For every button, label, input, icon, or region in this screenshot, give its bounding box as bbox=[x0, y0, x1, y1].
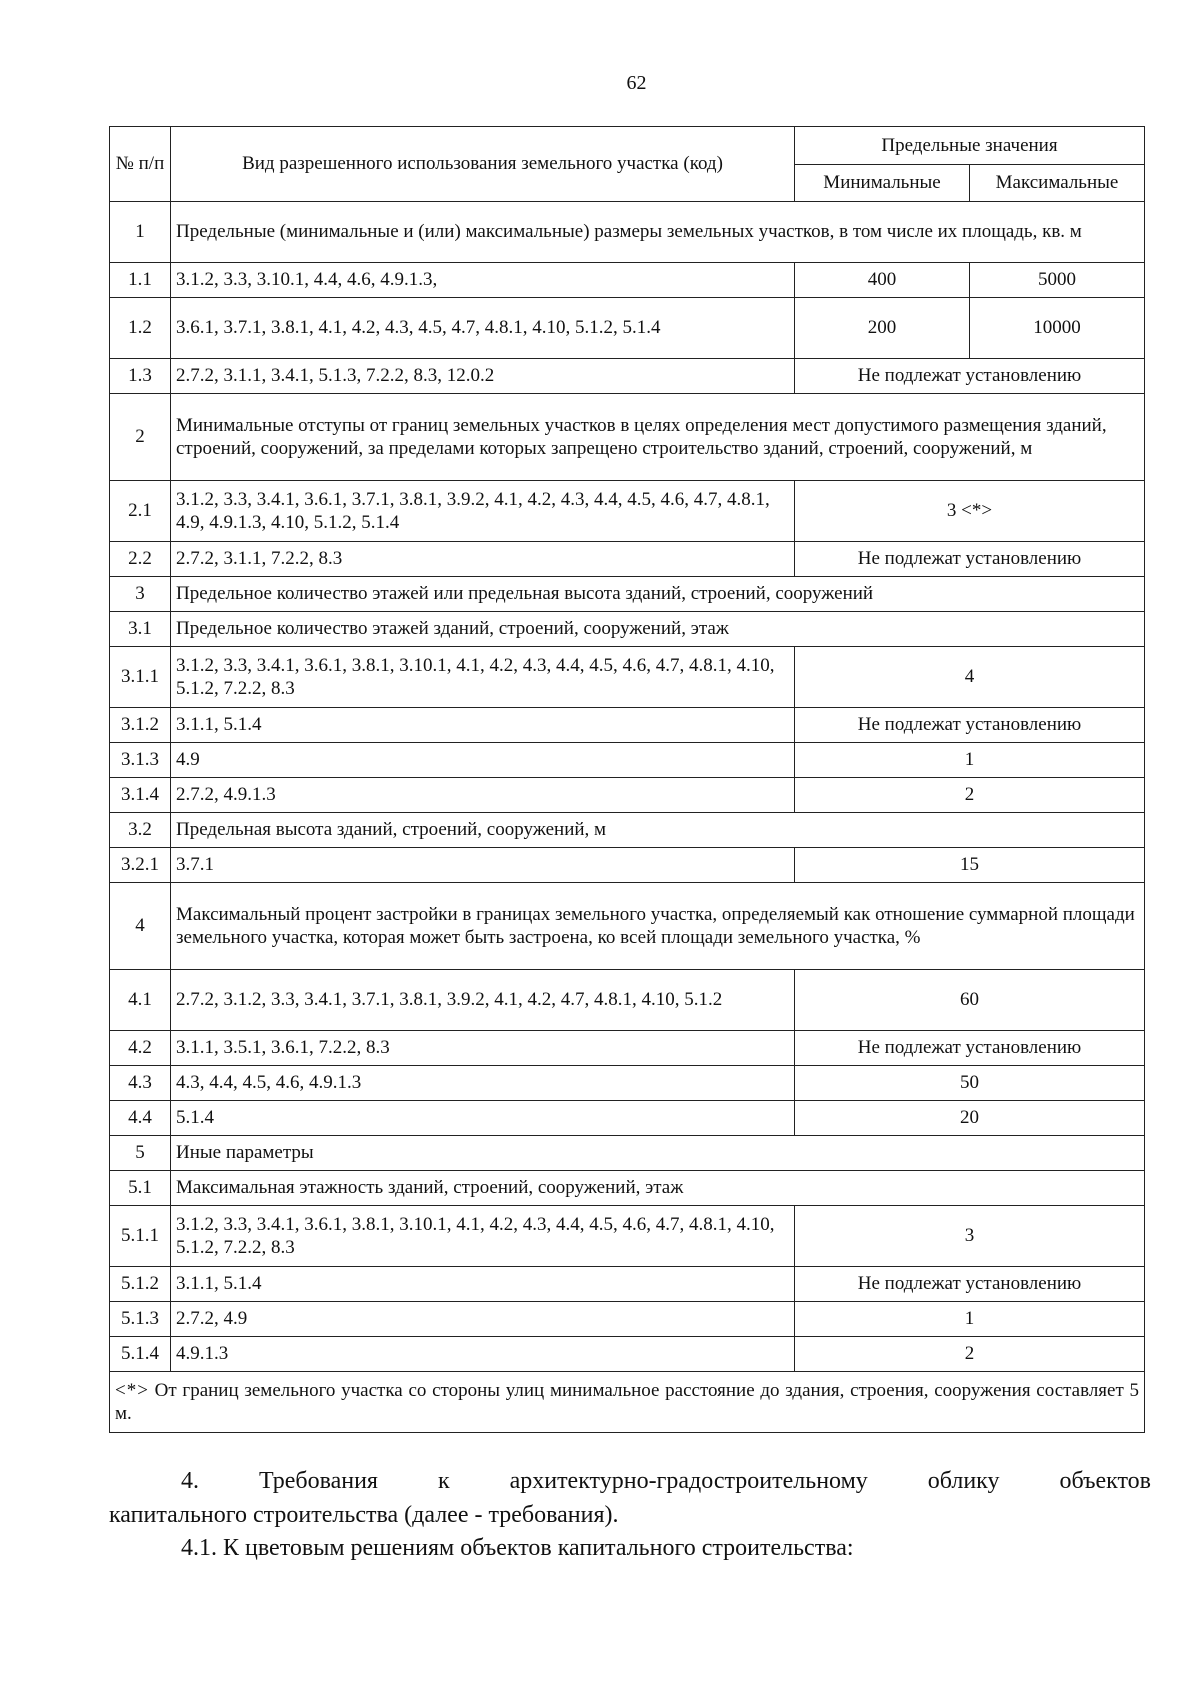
use-codes: 5.1.4 bbox=[171, 1101, 795, 1136]
table-row bbox=[110, 1302, 1145, 1337]
max-value: 10000 bbox=[970, 298, 1145, 359]
row-number: 1 bbox=[110, 202, 171, 263]
row-number: 5 bbox=[110, 1136, 171, 1171]
use-codes: 3.1.2, 3.3, 3.4.1, 3.6.1, 3.8.1, 3.10.1, 4.1, 4.2, 4.3, 4.4, 4.5, 4.6, 4.7, 4.8.1, 4.10, 5.1.2, 7.2.2, 8.3 bbox=[171, 647, 795, 708]
use-codes: 3.1.1, 5.1.4 bbox=[171, 1267, 795, 1302]
row-number: 3 bbox=[110, 577, 171, 612]
use-codes: 3.1.2, 3.3, 3.4.1, 3.6.1, 3.8.1, 3.10.1, 4.1, 4.2, 4.3, 4.4, 4.5, 4.6, 4.7, 4.8.1, 4.10, 5.1.2, 7.2.2, 8.3 bbox=[171, 1206, 795, 1267]
use-codes: 3.1.2, 3.3, 3.10.1, 4.4, 4.6, 4.9.1.3, bbox=[171, 263, 795, 298]
use-codes: 4.3, 4.4, 4.5, 4.6, 4.9.1.3 bbox=[171, 1066, 795, 1101]
limit-value: 60 bbox=[795, 970, 1145, 1031]
limit-value: 15 bbox=[795, 848, 1145, 883]
header-limit-values: Предельные значения bbox=[795, 127, 1145, 165]
limit-value: Не подлежат установлению bbox=[795, 542, 1145, 577]
row-number: 2 bbox=[110, 394, 171, 481]
page-number: 62 bbox=[626, 72, 647, 94]
limit-value: 20 bbox=[795, 1101, 1145, 1136]
header-use-type: Вид разрешенного использования земельного участка (код) bbox=[171, 127, 795, 202]
table-row bbox=[110, 743, 1145, 778]
section-title: Минимальные отступы от границ земельных участков в целях определения мест допустимого размещения зданий, строений, сооружений, за пределами которых запрещено строительство зданий, строений, сооружений, м bbox=[171, 394, 1145, 481]
row-number: 3.1.1 bbox=[110, 647, 171, 708]
row-number: 4.1 bbox=[110, 970, 171, 1031]
row-number: 5.1 bbox=[110, 1171, 171, 1206]
header-min: Минимальные bbox=[795, 164, 970, 202]
table-row bbox=[110, 263, 1145, 298]
section-row bbox=[110, 883, 1145, 970]
use-codes: 3.7.1 bbox=[171, 848, 795, 883]
footnote bbox=[110, 1372, 1145, 1433]
subsection-row bbox=[110, 612, 1145, 647]
table-row bbox=[110, 1267, 1145, 1302]
footnote-row bbox=[110, 1372, 1145, 1433]
subsection-row bbox=[110, 1171, 1145, 1206]
subsection-title: Максимальная этажность зданий, строений, сооружений, этаж bbox=[171, 1171, 1145, 1206]
limit-value: Не подлежат установлению bbox=[795, 708, 1145, 743]
header-num: № п/п bbox=[110, 127, 171, 202]
row-number: 3.1.2 bbox=[110, 708, 171, 743]
row-number: 3.2 bbox=[110, 813, 171, 848]
subsection-title: Предельная высота зданий, строений, сооружений, м bbox=[171, 813, 1145, 848]
table-row bbox=[110, 1101, 1145, 1136]
row-number: 4 bbox=[110, 883, 171, 970]
use-codes: 2.7.2, 3.1.2, 3.3, 3.4.1, 3.7.1, 3.8.1, 3.9.2, 4.1, 4.2, 4.7, 4.8.1, 4.10, 5.1.2 bbox=[171, 970, 795, 1031]
section-title: Максимальный процент застройки в границах земельного участка, определяемый как отношение суммарной площади земельного участка, которая может быть застроена, ко всей площади земельного участка, % bbox=[171, 883, 1145, 970]
table-row bbox=[110, 481, 1145, 542]
section-row bbox=[110, 394, 1145, 481]
use-codes: 4.9 bbox=[171, 743, 795, 778]
section-row bbox=[110, 1136, 1145, 1171]
limit-value: Не подлежат установлению bbox=[795, 359, 1145, 394]
table-row bbox=[110, 848, 1145, 883]
table-row bbox=[110, 1206, 1145, 1267]
table-row bbox=[110, 778, 1145, 813]
footnote-text: От границ земельного участка со стороны улиц минимальное расстояние до здания, строения, сооружения составляет 5 м. bbox=[115, 1379, 1139, 1424]
limit-value: 2 bbox=[795, 1337, 1145, 1372]
use-codes: 2.7.2, 3.1.1, 3.4.1, 5.1.3, 7.2.2, 8.3, 12.0.2 bbox=[171, 359, 795, 394]
subsection-title: Предельное количество этажей зданий, строений, сооружений, этаж bbox=[171, 612, 1145, 647]
min-value: 200 bbox=[795, 298, 970, 359]
limit-value: 1 bbox=[795, 743, 1145, 778]
limit-value: Не подлежат установлению bbox=[795, 1267, 1145, 1302]
limit-value: 4 bbox=[795, 647, 1145, 708]
use-codes: 3.6.1, 3.7.1, 3.8.1, 4.1, 4.2, 4.3, 4.5, 4.7, 4.8.1, 4.10, 5.1.2, 5.1.4 bbox=[171, 298, 795, 359]
row-number: 2.1 bbox=[110, 481, 171, 542]
limit-value: Не подлежат установлению bbox=[795, 1031, 1145, 1066]
section-title: Предельные (минимальные и (или) максимальные) размеры земельных участков, в том числе их площадь, кв. м bbox=[171, 202, 1145, 263]
use-codes: 2.7.2, 3.1.1, 7.2.2, 8.3 bbox=[171, 542, 795, 577]
row-number: 3.1.4 bbox=[110, 778, 171, 813]
use-codes: 3.1.2, 3.3, 3.4.1, 3.6.1, 3.7.1, 3.8.1, 3.9.2, 4.1, 4.2, 4.3, 4.4, 4.5, 4.6, 4.7, 4.8.1, 4.9, 4.9.1.3, 4.10, 5.1.2, 5.1.4 bbox=[171, 481, 795, 542]
table-header-row bbox=[110, 127, 1145, 165]
subsection-row bbox=[110, 813, 1145, 848]
row-number: 5.1.1 bbox=[110, 1206, 171, 1267]
use-codes: 3.1.1, 5.1.4 bbox=[171, 708, 795, 743]
table-row bbox=[110, 298, 1145, 359]
row-number: 5.1.2 bbox=[110, 1267, 171, 1302]
limit-value: 3 <*> bbox=[795, 481, 1145, 542]
header-max: Максимальные bbox=[970, 164, 1145, 202]
section-row bbox=[110, 202, 1145, 263]
limit-value: 50 bbox=[795, 1066, 1145, 1101]
limit-value: 3 bbox=[795, 1206, 1145, 1267]
row-number: 3.2.1 bbox=[110, 848, 171, 883]
section-title: Иные параметры bbox=[171, 1136, 1145, 1171]
row-number: 3.1.3 bbox=[110, 743, 171, 778]
section-title: Предельное количество этажей или предельная высота зданий, строений, сооружений bbox=[171, 577, 1145, 612]
use-codes: 2.7.2, 4.9 bbox=[171, 1302, 795, 1337]
min-value: 400 bbox=[795, 263, 970, 298]
table-row bbox=[110, 359, 1145, 394]
table-row bbox=[110, 542, 1145, 577]
row-number: 1.1 bbox=[110, 263, 171, 298]
table-row bbox=[110, 970, 1145, 1031]
use-codes: 4.9.1.3 bbox=[171, 1337, 795, 1372]
row-number: 4.4 bbox=[110, 1101, 171, 1136]
table-row bbox=[110, 1031, 1145, 1066]
row-number: 5.1.3 bbox=[110, 1302, 171, 1337]
limit-value: 2 bbox=[795, 778, 1145, 813]
max-value: 5000 bbox=[970, 263, 1145, 298]
row-number: 4.3 bbox=[110, 1066, 171, 1101]
use-codes: 2.7.2, 4.9.1.3 bbox=[171, 778, 795, 813]
row-number: 1.2 bbox=[110, 298, 171, 359]
section-row bbox=[110, 577, 1145, 612]
table-row bbox=[110, 647, 1145, 708]
row-number: 3.1 bbox=[110, 612, 171, 647]
row-number: 4.2 bbox=[110, 1031, 171, 1066]
paragraph-4: 4. Требования к архитектурно-градостроительному облику объектов bbox=[181, 1468, 1151, 1494]
table-row bbox=[110, 1337, 1145, 1372]
row-number: 1.3 bbox=[110, 359, 171, 394]
limit-value: 1 bbox=[795, 1302, 1145, 1337]
table-row bbox=[110, 1066, 1145, 1101]
paragraph-4-1: 4.1. К цветовым решениям объектов капитального строительства: bbox=[181, 1535, 854, 1561]
row-number: 2.2 bbox=[110, 542, 171, 577]
parameters-table bbox=[109, 126, 1145, 1433]
row-number: 5.1.4 bbox=[110, 1337, 171, 1372]
footnote-mark: <*> bbox=[115, 1379, 149, 1401]
paragraph-4-continuation: капитального строительства (далее - требования). bbox=[109, 1502, 619, 1528]
use-codes: 3.1.1, 3.5.1, 3.6.1, 7.2.2, 8.3 bbox=[171, 1031, 795, 1066]
table-row bbox=[110, 708, 1145, 743]
